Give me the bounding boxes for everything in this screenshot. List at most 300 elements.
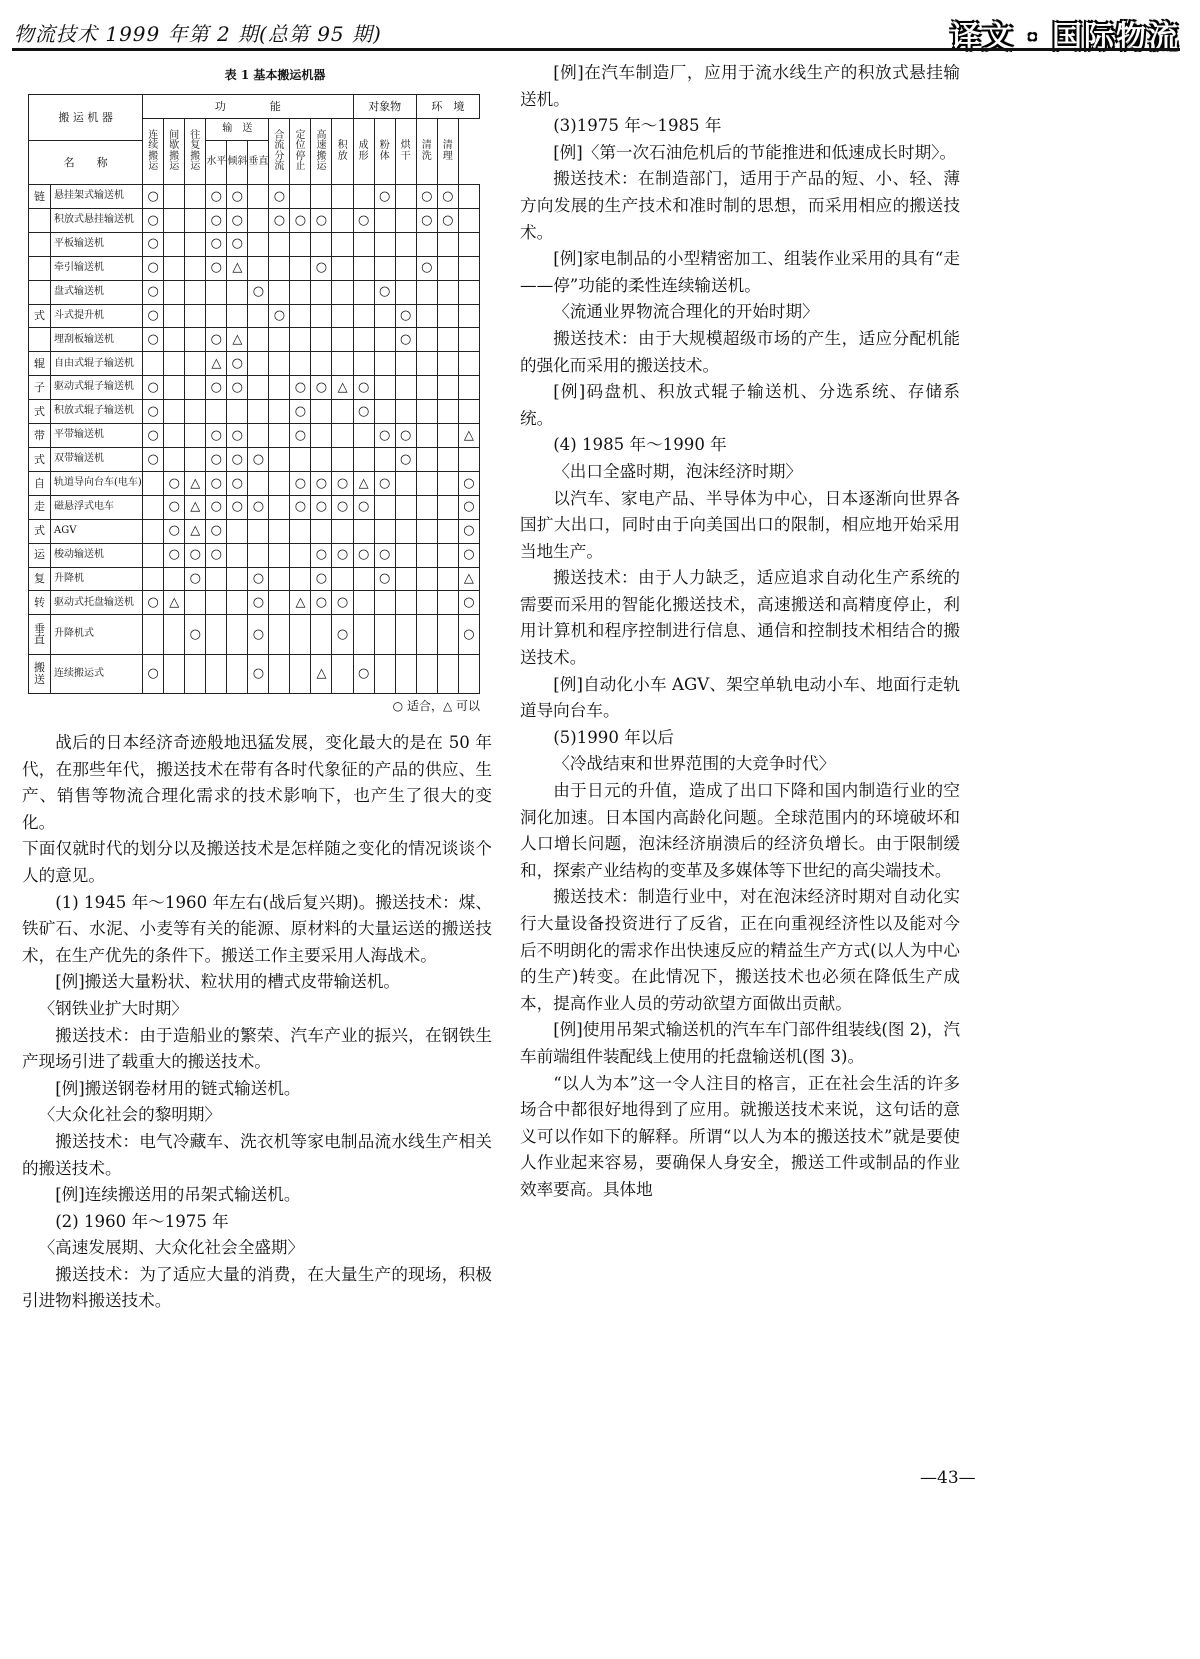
mark-cell: ○ — [206, 447, 227, 471]
mark-cell — [437, 654, 458, 693]
paragraph: [例]自动化小车 AGV、架空单轨电动小车、地面行走轨道导向台车。 — [520, 674, 960, 721]
mark-cell: ○ — [143, 654, 164, 693]
row-category — [29, 208, 51, 232]
table-row — [29, 304, 480, 328]
mark-cell: ○ — [290, 424, 311, 448]
mark-cell — [164, 328, 185, 352]
machine-table — [28, 94, 480, 694]
mark-cell: ○ — [143, 591, 164, 615]
mark-cell — [269, 519, 290, 543]
paragraph: (5)1990 年以后 — [553, 727, 674, 747]
mark-cell — [416, 424, 437, 448]
mark-cell — [290, 567, 311, 591]
mark-cell: ○ — [143, 424, 164, 448]
table-legend: ○ 适合，△ 可以 — [392, 699, 480, 713]
mark-cell — [332, 654, 353, 693]
mark-cell — [206, 280, 227, 304]
mark-cell: ○ — [227, 352, 248, 376]
mark-cell — [311, 424, 332, 448]
mark-cell: ○ — [248, 591, 269, 615]
mark-cell — [311, 185, 332, 209]
mark-cell — [143, 519, 164, 543]
mark-cell — [206, 654, 227, 693]
mark-cell — [437, 352, 458, 376]
mark-cell — [248, 400, 269, 424]
row-category: 辊 — [29, 352, 51, 376]
paragraph: 搬送技术：在制造部门，适用于产品的短、小、轻、薄方向发展的生产技术和准时制的思想，而采用相应的搬送技术。 — [520, 169, 960, 242]
mark-cell — [374, 519, 395, 543]
mark-cell — [332, 256, 353, 280]
table-row — [29, 654, 480, 693]
mark-cell — [437, 567, 458, 591]
mark-cell: ○ — [206, 519, 227, 543]
mark-cell — [458, 328, 479, 352]
hdr-wangfu: 往 复 搬 运 — [185, 119, 206, 185]
mark-cell — [311, 352, 332, 376]
mark-cell: ○ — [185, 543, 206, 567]
mark-cell: ○ — [269, 304, 290, 328]
mark-cell — [311, 328, 332, 352]
machine-name: 升降机 — [51, 567, 143, 591]
mark-cell: ○ — [164, 543, 185, 567]
mark-cell — [395, 352, 416, 376]
mark-cell — [395, 185, 416, 209]
mark-cell — [269, 424, 290, 448]
table-row — [29, 591, 480, 615]
hdr-ji: 积 放 — [332, 119, 353, 185]
row-category — [29, 232, 51, 256]
mark-cell — [227, 615, 248, 654]
mark-cell — [416, 519, 437, 543]
mark-cell — [416, 280, 437, 304]
mark-cell: ○ — [395, 447, 416, 471]
mark-cell — [395, 471, 416, 495]
mark-cell: ○ — [143, 400, 164, 424]
mark-cell — [248, 352, 269, 376]
mark-cell: ○ — [185, 567, 206, 591]
mark-cell — [185, 424, 206, 448]
mark-cell: △ — [458, 424, 479, 448]
row-category: 运 — [29, 543, 51, 567]
mark-cell — [269, 232, 290, 256]
paragraph: 战后的日本经济奇迹般地迅猛发展，变化最大的是在 50 年代，在那些年代，搬送技术在带有各时代象征的产品的供应、生产、销售等物流合理化需求的技术影响下，也产生了很大的变化。 — [22, 733, 492, 832]
mark-cell — [185, 591, 206, 615]
mark-cell — [332, 424, 353, 448]
mark-cell — [269, 352, 290, 376]
mark-cell — [206, 591, 227, 615]
mark-cell: ○ — [227, 424, 248, 448]
mark-cell — [290, 328, 311, 352]
row-category: 转 — [29, 591, 51, 615]
machine-name: 驱动式辊子输送机 — [51, 376, 143, 400]
mark-cell — [248, 328, 269, 352]
mark-cell: ○ — [227, 471, 248, 495]
mark-cell — [290, 654, 311, 693]
machine-name: 升降机式 — [51, 615, 143, 654]
mark-cell — [269, 495, 290, 519]
mark-cell — [437, 591, 458, 615]
table-row — [29, 519, 480, 543]
row-category: 走 — [29, 495, 51, 519]
mark-cell — [332, 232, 353, 256]
mark-cell — [437, 519, 458, 543]
mark-cell: ○ — [437, 185, 458, 209]
mark-cell — [290, 185, 311, 209]
hdr-fen: 粉 体 — [374, 119, 395, 185]
mark-cell — [311, 280, 332, 304]
mark-cell — [374, 352, 395, 376]
paragraph: 搬送技术：制造行业中，对在泡沫经济时期对自动化实行大量设备投资进行了反省，正在向重视经济性以及能对今后不明朗化的需求作出快速反应的精益生产方式(以人为中心的生产)转变。在此情况下，搬送技术也必须在降低生产成本，提高作业人员的劳动欲望方面做出贡献。 — [520, 887, 960, 1013]
paragraph: (4) 1985 年～1990 年 — [553, 435, 727, 455]
paragraph: [例]搬送钢卷材用的链式输送机。 — [55, 1078, 301, 1098]
mark-cell: ○ — [248, 495, 269, 519]
mark-cell: ○ — [311, 495, 332, 519]
mark-cell — [185, 376, 206, 400]
hdr-gaosu: 高 速 搬 运 — [311, 119, 332, 185]
mark-cell: △ — [164, 591, 185, 615]
paragraph: 搬送技术：由于造船业的繁荣、汽车产业的振兴，在钢铁生产现场引进了载重大的搬送技术。 — [22, 1025, 492, 1072]
mark-cell — [269, 543, 290, 567]
paragraph: 搬送技术：由于人力缺乏，适应追求自动化生产系统的需要而采用的智能化搬送技术，高速搬送和高精度停止，利用计算机和程序控制进行信息、通信和控制技术相结合的搬送技术。 — [520, 568, 960, 668]
mark-cell — [353, 591, 374, 615]
mark-cell — [248, 256, 269, 280]
mark-cell — [248, 471, 269, 495]
hdr-slope: 倾斜 — [227, 141, 248, 185]
mark-cell: ○ — [248, 615, 269, 654]
header-rule — [12, 48, 1180, 51]
mark-cell: ○ — [332, 471, 353, 495]
mark-cell — [458, 304, 479, 328]
hdr-qing: 清 洗 — [416, 119, 437, 185]
mark-cell — [248, 424, 269, 448]
paragraph: 〈流通业界物流合理化的开始时期〉 — [553, 302, 819, 322]
paragraph: [例]搬送大量粉状、粒状用的槽式皮带输送机。 — [55, 972, 401, 992]
mark-cell: ○ — [311, 256, 332, 280]
mark-cell: ○ — [248, 567, 269, 591]
mark-cell — [416, 591, 437, 615]
machine-name: 悬挂架式输送机 — [51, 185, 143, 209]
mark-cell — [164, 352, 185, 376]
mark-cell — [269, 654, 290, 693]
mark-cell: ○ — [269, 185, 290, 209]
mark-cell: ○ — [143, 185, 164, 209]
machine-name: 平带输送机 — [51, 424, 143, 448]
mark-cell — [332, 447, 353, 471]
mark-cell — [395, 519, 416, 543]
mark-cell — [353, 328, 374, 352]
mark-cell: ○ — [311, 208, 332, 232]
mark-cell: ○ — [206, 185, 227, 209]
mark-cell — [164, 185, 185, 209]
object-header: 对象物 — [353, 95, 416, 119]
mark-cell: ○ — [143, 256, 164, 280]
mark-cell — [206, 567, 227, 591]
mark-cell — [437, 543, 458, 567]
machine-name: 牵引输送机 — [51, 256, 143, 280]
mark-cell — [248, 232, 269, 256]
mark-cell: ○ — [269, 208, 290, 232]
mark-cell — [395, 280, 416, 304]
mark-cell: ○ — [374, 567, 395, 591]
row-category: 式 — [29, 400, 51, 424]
mark-cell: ○ — [227, 495, 248, 519]
machine-name: 梭动输送机 — [51, 543, 143, 567]
mark-cell: ○ — [206, 208, 227, 232]
paragraph: 〈高速发展期、大众化社会全盛期〉 — [38, 1238, 305, 1258]
mark-cell — [458, 256, 479, 280]
row-category: 式 — [29, 304, 51, 328]
hdr-heliu: 合 流 分 流 — [269, 119, 290, 185]
mark-cell — [332, 304, 353, 328]
mark-cell — [248, 543, 269, 567]
mark-cell: ○ — [206, 232, 227, 256]
mark-cell: △ — [185, 519, 206, 543]
mark-cell: ○ — [248, 447, 269, 471]
mark-cell — [143, 567, 164, 591]
mark-cell — [185, 185, 206, 209]
row-category: 自 — [29, 471, 51, 495]
hdr-convey: 输 送 — [206, 119, 269, 141]
paragraph: [例]在汽车制造厂，应用于流水线生产的积放式悬挂输送机。 — [520, 63, 960, 109]
paragraph: “以人为本”这一令人注目的格言，正在社会生活的许多场合中都很好地得到了应用。就搬送技术来说，这句话的意义可以作如下的解释。所谓“以人为本的搬送技术”就是要使人作业起来容易，要确保人身安全，搬送工件或制品的作业效率要高。具体地 — [520, 1073, 960, 1199]
mark-cell — [332, 400, 353, 424]
mark-cell — [164, 232, 185, 256]
mark-cell: △ — [290, 591, 311, 615]
mark-cell: ○ — [374, 424, 395, 448]
mark-cell — [269, 280, 290, 304]
mark-cell — [185, 304, 206, 328]
mark-cell — [374, 400, 395, 424]
mark-cell — [311, 400, 332, 424]
mark-cell — [374, 328, 395, 352]
table-row — [29, 328, 480, 352]
mark-cell — [269, 615, 290, 654]
mark-cell: ○ — [374, 471, 395, 495]
mark-cell — [437, 280, 458, 304]
mark-cell — [437, 304, 458, 328]
mark-cell: ○ — [227, 232, 248, 256]
paragraph: (2) 1960 年～1975 年 — [55, 1211, 229, 1231]
mark-cell — [374, 208, 395, 232]
mark-cell: △ — [311, 654, 332, 693]
machine-name: 积放式辊子输送机 — [51, 400, 143, 424]
mark-cell — [143, 495, 164, 519]
hdr-jianxie: 间 歇 搬 运 — [164, 119, 185, 185]
mark-cell: ○ — [290, 471, 311, 495]
mark-cell — [206, 615, 227, 654]
paragraph: (1) 1945 年～1960 年左右(战后复兴期)。搬送技术：煤、铁矿石、水泥、小麦等有关的能源、原材料的大量运送的搬送技术，在生产优先的条件下。搬送工作主要采用人海战术。 — [22, 892, 492, 965]
mark-cell — [269, 567, 290, 591]
mark-cell — [164, 376, 185, 400]
paragraph: 〈出口全盛时期，泡沫经济时期〉 — [553, 461, 803, 481]
mark-cell — [227, 400, 248, 424]
mark-cell: ○ — [143, 232, 164, 256]
mark-cell — [206, 400, 227, 424]
mark-cell — [269, 256, 290, 280]
mark-cell — [185, 447, 206, 471]
mark-cell: ○ — [311, 591, 332, 615]
mark-cell — [416, 543, 437, 567]
row-category: 子 — [29, 376, 51, 400]
mark-cell — [311, 519, 332, 543]
mark-cell — [416, 400, 437, 424]
mark-cell: ○ — [416, 208, 437, 232]
table-row — [29, 400, 480, 424]
mark-cell: ○ — [458, 495, 479, 519]
row-category — [29, 280, 51, 304]
mark-cell — [164, 424, 185, 448]
machine-name: 盘式输送机 — [51, 280, 143, 304]
mark-cell — [437, 256, 458, 280]
mark-cell: ○ — [185, 615, 206, 654]
mark-cell — [437, 328, 458, 352]
mark-cell: ○ — [395, 328, 416, 352]
mark-cell — [227, 280, 248, 304]
mark-cell — [374, 447, 395, 471]
hdr-level: 水平 — [206, 141, 227, 185]
mark-cell — [416, 304, 437, 328]
mark-cell — [269, 376, 290, 400]
mark-cell — [416, 615, 437, 654]
table-row — [29, 208, 480, 232]
mark-cell: ○ — [374, 280, 395, 304]
mark-cell: ○ — [248, 654, 269, 693]
mark-cell — [458, 447, 479, 471]
mark-cell — [143, 352, 164, 376]
mark-cell — [353, 567, 374, 591]
mark-cell — [353, 304, 374, 328]
mark-cell — [143, 615, 164, 654]
mark-cell — [395, 567, 416, 591]
mark-cell — [269, 400, 290, 424]
mark-cell: ○ — [206, 256, 227, 280]
mark-cell: ○ — [143, 376, 164, 400]
function-header: 功 能 — [143, 95, 353, 119]
mark-cell — [395, 208, 416, 232]
table-row — [29, 352, 480, 376]
mark-cell — [143, 543, 164, 567]
mark-cell: ○ — [227, 185, 248, 209]
mark-cell — [374, 495, 395, 519]
row-category: 式 — [29, 519, 51, 543]
mark-cell: ○ — [227, 208, 248, 232]
mark-cell — [353, 232, 374, 256]
mark-cell: ○ — [353, 400, 374, 424]
mark-cell: ○ — [332, 591, 353, 615]
table-row — [29, 280, 480, 304]
mark-cell: ○ — [374, 543, 395, 567]
mark-cell — [353, 256, 374, 280]
left-column — [22, 730, 492, 1315]
mark-cell — [290, 352, 311, 376]
hdr-hong: 烘 干 — [395, 119, 416, 185]
mark-cell: ○ — [227, 376, 248, 400]
mark-cell — [437, 495, 458, 519]
paragraph: 由于日元的升值，造成了出口下降和国内制造行业的空洞化加速。日本国内高龄化问题。全球范围内的环境破坏和人口增长问题，泡沫经济崩溃后的经济负增长。由于限制缓和，探索产业结构的变革及多媒体等下世纪的高尖端技术。 — [520, 781, 960, 880]
mark-cell — [437, 400, 458, 424]
machine-name: AGV — [51, 519, 143, 543]
journal-header: 物流技术 1999 年第 2 期(总第 95 期) — [14, 22, 382, 46]
table-row — [29, 567, 480, 591]
mark-cell — [248, 304, 269, 328]
mark-cell — [227, 591, 248, 615]
mark-cell — [185, 328, 206, 352]
mark-cell — [185, 352, 206, 376]
mark-cell — [185, 280, 206, 304]
paragraph: [例]使用吊架式输送机的汽车车门部件组装线(图 2)，汽车前端组件装配线上使用的托盘输送机(图 3)。 — [520, 1020, 960, 1066]
mark-cell — [290, 615, 311, 654]
mark-cell — [458, 185, 479, 209]
environment-header: 环 境 — [416, 95, 479, 119]
mark-cell: ○ — [353, 376, 374, 400]
row-category: 垂直 — [29, 615, 51, 654]
mark-cell: ○ — [458, 519, 479, 543]
machine-name: 轨道导向台车(电车) — [51, 471, 143, 495]
mark-cell — [416, 376, 437, 400]
mark-cell — [185, 208, 206, 232]
row-category — [29, 256, 51, 280]
paragraph: [例]连续搬送用的吊架式输送机。 — [55, 1185, 301, 1205]
mark-cell — [416, 352, 437, 376]
mark-cell — [458, 232, 479, 256]
mark-cell — [290, 256, 311, 280]
mark-cell — [227, 567, 248, 591]
name-col-header: 搬 运 机 器 — [29, 95, 143, 141]
mark-cell: ○ — [353, 208, 374, 232]
mark-cell — [206, 304, 227, 328]
table-row — [29, 615, 480, 654]
mark-cell — [416, 232, 437, 256]
mark-cell: ○ — [290, 208, 311, 232]
mark-cell — [353, 352, 374, 376]
mark-cell — [332, 208, 353, 232]
machine-name: 自由式辊子输送机 — [51, 352, 143, 376]
mark-cell: ○ — [206, 471, 227, 495]
mark-cell — [290, 447, 311, 471]
mark-cell — [290, 519, 311, 543]
name-col-header-2: 名 称 — [29, 141, 143, 185]
table-row — [29, 185, 480, 209]
mark-cell — [437, 424, 458, 448]
table-row — [29, 471, 480, 495]
row-category: 复 — [29, 567, 51, 591]
hdr-dingwei: 定 位 停 止 — [290, 119, 311, 185]
paragraph: (3)1975 年～1985 年 — [553, 116, 722, 136]
table-row — [29, 447, 480, 471]
mark-cell — [269, 447, 290, 471]
mark-cell — [374, 304, 395, 328]
mark-cell — [458, 376, 479, 400]
mark-cell — [269, 328, 290, 352]
mark-cell: ○ — [164, 519, 185, 543]
mark-cell — [395, 591, 416, 615]
mark-cell — [164, 280, 185, 304]
mark-cell: ○ — [164, 471, 185, 495]
mark-cell — [164, 447, 185, 471]
mark-cell — [416, 328, 437, 352]
machine-name: 积放式悬挂输送机 — [51, 208, 143, 232]
paragraph: 〈钢铁业扩大时期〉 — [38, 998, 188, 1018]
mark-cell — [164, 654, 185, 693]
paragraph: 下面仅就时代的划分以及搬送技术是怎样随之变化的情况谈谈个人的意见。 — [22, 839, 492, 885]
mark-cell: ○ — [290, 495, 311, 519]
mark-cell: ○ — [332, 495, 353, 519]
mark-cell — [395, 400, 416, 424]
paragraph: 〈大众化社会的黎明期〉 — [38, 1105, 222, 1125]
paragraph: 搬送技术：由于大规模超级市场的产生，适应分配机能的强化而采用的搬送技术。 — [520, 328, 960, 375]
table-row — [29, 495, 480, 519]
mark-cell — [437, 232, 458, 256]
